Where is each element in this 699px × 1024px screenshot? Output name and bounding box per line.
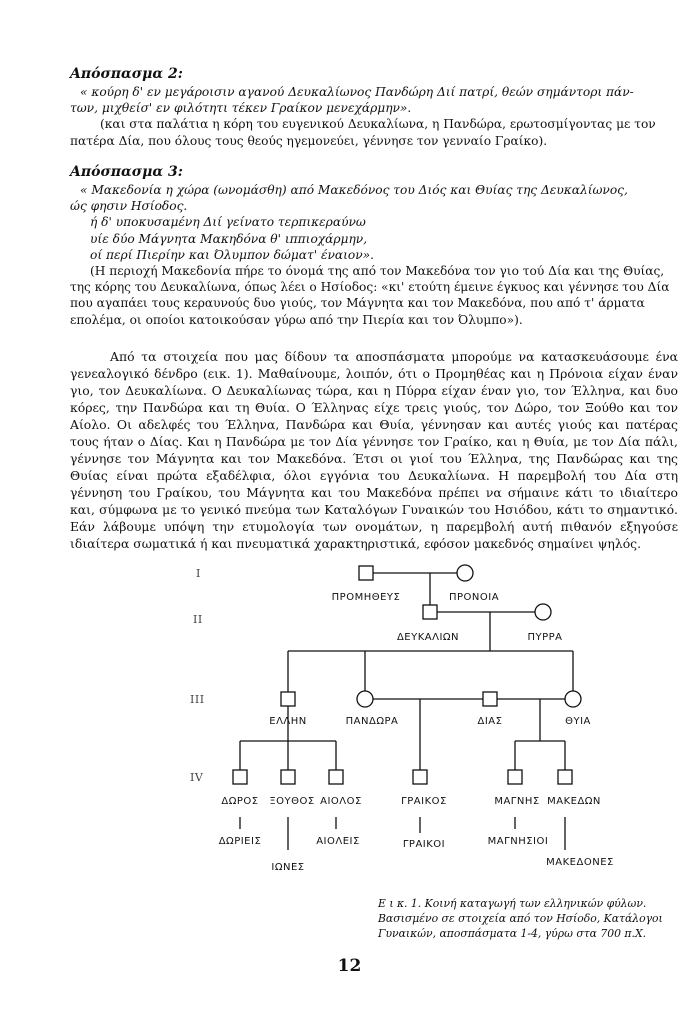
aioleis-label: ΑΙΟΛΕΙΣ [316,836,360,847]
fragment-3 [70,164,678,328]
dias-male-symbol [483,692,497,706]
fragment-3-verse1: ή δ' υποκυσαμένη Διί γείνατο τερπικεραύνω [90,215,366,230]
pandora-label: ΠΑΝΔΩΡΑ [345,716,399,727]
xouthos-male-symbol [281,770,295,784]
aiolos-male-symbol [329,770,343,784]
makedon-male-symbol [558,770,572,784]
magnisioi-label: ΜΑΓΝΗΣΙΟΙ [487,836,549,847]
pronoia-label: ΠΡΟΝΟΙΑ [448,592,500,603]
magnis-male-symbol [508,770,522,784]
fragment-2-quote-line1: « κούρη δ' εν μεγάροισιν αγανού Δευκαλίωνος Πανδώρη Διί πατρί, θεών σημάντορι πάν- [80,85,634,99]
caption-line1: Ε ι κ. 1. Κοινή καταγωγή των ελληνικών φύλων. [378,897,647,910]
fragment-2 [70,66,678,149]
makedones-label: ΜΑΚΕΔΟΝΕΣ [546,857,614,868]
generation-4-label: IV [190,771,204,784]
graikoi-label: ΓΡΑΙΚΟΙ [402,839,446,850]
graikos-male-symbol [413,770,427,784]
ellin-male-symbol [281,692,295,706]
fragment-2-translation: (και στα παλάτια η κόρη του ευγενικού Δευκαλίωνα, η Πανδώρα, ερωτοσμίγοντας με τον πατέρα Δία, που όλους τους θεούς ηγεμονεύει, γέννησε τον γενναίο Γραίκο). [70,117,656,148]
prometheus-label: ΠΡΟΜΗΘΕΥΣ [331,592,401,603]
fragment-2-title: Απόσπασμα 2: [70,66,183,82]
fragment-3-verse3: οί περί Πιερίην και Όλυμπον δώματ' έναιον». [90,247,375,262]
page-number: 12 [337,956,362,976]
fragment-3-verse2: υίε δύο Μάγνητα Μακηδόνα θ' ιππιοχάρμην, [90,231,368,246]
makedon-label: ΜΑΚΕΔΩΝ [547,796,601,807]
dorieis-label: ΔΩΡΙΕΙΣ [218,836,262,847]
graikos-label: ΓΡΑΙΚΟΣ [401,796,447,807]
magnis-label: ΜΑΓΝΗΣ [494,796,540,807]
pyrra-label: ΠΥΡΡΑ [527,632,563,643]
deukalion-label: ΔΕΥΚΑΛΙΩΝ [396,632,460,643]
iones-label: ΙΩΝΕΣ [271,862,305,873]
dias-label: ΔΙΑΣ [477,716,503,727]
thyia-female-symbol [565,691,581,707]
caption-line2: Βασισμένο σε στοιχεία από τον Ησίοδο, Κατάλογοι [378,912,663,925]
figure-caption [378,896,668,941]
deukalion-male-symbol [423,605,437,619]
generation-1-label: I [196,567,201,580]
caption-line3: Γυναικών, αποσπάσματα 1-4, γύρω στα 700 π.Χ. [378,927,647,940]
pronoia-female-symbol [457,565,473,581]
pyrra-female-symbol [535,604,551,620]
fragment-3-translation: (Η περιοχή Μακεδονία πήρε το όνομά της από τον Μακεδόνα τον γιο τού Δία και της Θυίας, της κόρης του Δευκαλίωνα, όπως λέει ο Ησίοδος: «κι' ετούτη έμεινε έγκυος και γέννησε του Δία που αγαπάει τους κεραυνούς δυο γιούς, τον Μάγνητα και τον Μακεδόνα, που από τ' άρματα επολέμα, οι οποίοι κατοικούσαν γύρω από την Πιερία και τον Όλυμπο»). [70,264,670,327]
fragment-3-quote-line2: ώς φησιν Ησίοδος. [70,199,188,214]
fragment-3-quote-line1: « Μακεδονία η χώρα (ωνομάσθη) από Μακεδόνος του Διός και Θυίας της Δευκαλίωνος, [80,183,628,197]
generation-3-label: III [190,693,205,706]
body-paragraph [70,348,678,552]
pandora-female-symbol [357,691,373,707]
thyia-label: ΘΥΙΑ [565,716,591,727]
xouthos-label: ΞΟΥΘΟΣ [269,796,315,807]
doros-male-symbol [233,770,247,784]
ellin-label: ΕΛΛΗΝ [269,716,307,727]
fragment-3-title: Απόσπασμα 3: [70,164,183,180]
aiolos-label: ΑΙΟΛΟΣ [320,796,362,807]
body-text: Από τα στοιχεία που μας δίδουν τα αποσπάσματα μπορούμε να κατασκευάσουμε ένα γενεαλογικό δένδρο (εικ. 1). Μαθαίνουμε, λοιπόν, ότι ο Προμηθέας και η Πρόνοια είχαν έναν γιο, τον Δευκαλίωνα. Ο Δευκαλίωνας τώρα, και η Πύρρα είχαν έναν γιο, τον Έλληνα, και δυο κόρες, την Πανδώρα και τη Θυία. Ο Έλληνας είχε τρεις γιούς, τον Δώρο, τον Ξούθο και τον Αίολο. Οι αδελφές του Έλληνα, Πανδώρα και Θυία, γέννησαν και αυτές γιούς και πατέρας τους ήταν ο Δίας. Και η Πανδώρα με τον Δία γέννησε τον Γραίκο, και η Θυία, με τον Δία πάλι, γέννησε τον Μάγνητα και τον Μακεδόνα. Έτσι οι γιοί του Έλληνα, της Πανδώρας και της Θυίας είναι πρώτα εξαδέλφια, όλοι εγγόνια του Δευκαλίωνα. Η παρεμβολή του Δία στη γέννηση του Γραίκου, του Μάγνητα και του Μακεδόνα πρέπει να σήμαινε κάτι το ιδιαίτερο και, σύμφωνα με το γενικό πνεύμα των Καταλόγων Γυναικών του Ησιόδου, κάτι το σημαντικό. Εάν λάβουμε υπόψη την ετυμολογία των ονομάτων, η παρεμβολή αυτή πιθανόν εξηγούσε ιδιαίτερα σωματικά ή και πνευματικά χαρακτηριστικά, εφόσον μακεδνός σημαίνει ψηλός. [70,349,678,551]
fragment-2-quote-line2: των, μιχθείσ' εν φιλότητι τέκεν Γραίκον μενεχάρμην». [70,101,412,116]
prometheus-male-symbol [359,566,373,580]
genealogy-tree [0,555,699,895]
doros-label: ΔΩΡΟΣ [221,796,259,807]
generation-2-label: II [193,613,203,626]
